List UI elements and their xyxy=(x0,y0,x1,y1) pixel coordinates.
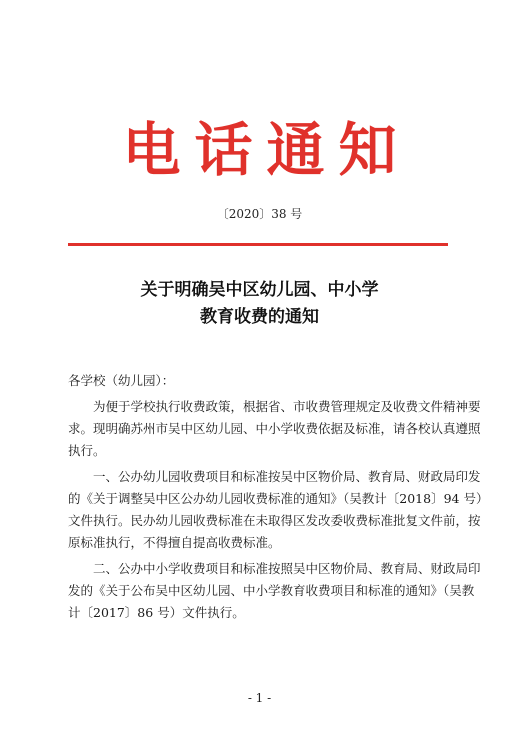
notice-title xyxy=(0,277,519,331)
header-divider xyxy=(68,243,448,246)
intro-line-1: 为便于学校执行收费政策，根据省、市收费管理规定及收费文件精神要 xyxy=(93,399,481,414)
item-1-line-2: 的《关于调整吴中区公办幼儿园收费标准的通知》（吴教计〔2018〕94 号） xyxy=(68,491,489,506)
notice-body xyxy=(68,370,489,624)
notice-title-line-2: 教育收费的通知 xyxy=(200,307,319,327)
item-1-line-1: 一、公办幼儿园收费项目和标准按吴中区物价局、教育局、财政局印发 xyxy=(93,469,481,484)
item-1-line-4: 原标准执行，不得擅自提高收费标准。 xyxy=(68,535,281,550)
salutation: 各学校（幼儿园）： xyxy=(68,373,175,388)
intro-line-2: 求。现明确苏州市吴中区幼儿园、中小学收费依据及标准，请各校认真遵照 xyxy=(68,421,481,436)
page-number: - 1 - xyxy=(247,691,272,705)
item-2-line-1: 二、公办中小学收费项目和标准按照吴中区物价局、教育局、财政局印 xyxy=(93,561,481,576)
document-number: 〔2020〕38 号 xyxy=(216,207,303,221)
item-2-line-3: 计〔2017〕86 号）文件执行。 xyxy=(68,605,245,620)
intro-line-3: 执行。 xyxy=(68,443,106,458)
item-2-line-2: 发的《关于公布吴中区幼儿园、中小学教育收费项目和标准的通知》（吴教 xyxy=(68,583,475,598)
item-1-line-3: 文件执行。民办幼儿园收费标准在未取得区发改委收费标准批复文件前，按 xyxy=(68,513,481,528)
notice-title-line-1: 关于明确吴中区幼儿园、中小学 xyxy=(140,280,379,300)
document-header-title: 电话通知 xyxy=(122,116,411,184)
